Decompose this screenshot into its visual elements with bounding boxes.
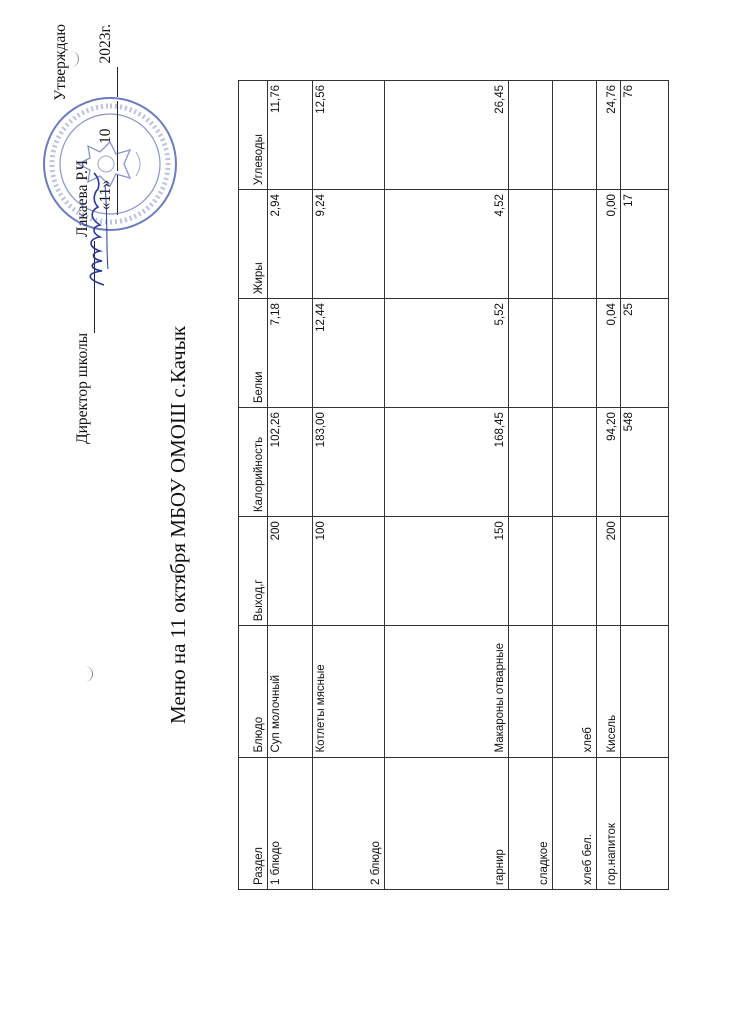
- header-cell-yield: Выход,г: [239, 517, 268, 626]
- cell-proteins: 0,04: [597, 299, 621, 408]
- cell-yield: 200: [268, 517, 313, 626]
- cell-proteins: 5,52: [385, 299, 509, 408]
- cell-proteins-total: 25: [621, 299, 669, 408]
- cell-dish: [621, 626, 669, 757]
- cell-calories: 102,26: [268, 408, 313, 517]
- cell-calories: [553, 408, 597, 517]
- date-month: 10: [95, 101, 118, 171]
- cell-calories: [509, 408, 553, 517]
- table-row: [268, 81, 313, 890]
- cell-proteins: 12,44: [313, 299, 385, 408]
- cell-yield: [553, 517, 597, 626]
- table-row: [553, 81, 597, 890]
- cell-fats: 4,52: [385, 190, 509, 299]
- cell-fats: 2,94: [268, 190, 313, 299]
- cell-section: 1 блюдо: [268, 757, 313, 889]
- table-row: [509, 81, 553, 890]
- cell-carbs: 26,45: [385, 81, 509, 190]
- table-row: [385, 81, 509, 890]
- date-day: «11»: [95, 175, 118, 215]
- cell-proteins: [553, 299, 597, 408]
- cell-dish: хлеб: [553, 626, 597, 757]
- cell-yield: [621, 517, 669, 626]
- table-row: [597, 81, 621, 890]
- cell-section: гор.напиток: [597, 757, 621, 889]
- cell-fats: 9,24: [313, 190, 385, 299]
- scan-mark: [84, 666, 93, 682]
- header-cell-dish: Блюдо: [239, 626, 268, 757]
- page-title: Меню на 11 октября МБОУ ОМОШ с.Качык: [166, 325, 190, 724]
- header-cell-fats: Жиры: [239, 190, 268, 299]
- cell-fats: [553, 190, 597, 299]
- director-signature-icon: [78, 169, 114, 289]
- header-cell-section: Раздел: [239, 757, 268, 889]
- director-label: Директор школы: [74, 332, 91, 444]
- cell-section: сладкое: [509, 757, 553, 889]
- cell-carbs-total: 76: [621, 81, 669, 190]
- cell-section: [621, 757, 669, 889]
- header-cell-calories: Калорийность: [239, 408, 268, 517]
- cell-carbs: [553, 81, 597, 190]
- cell-dish: Суп молочный: [268, 626, 313, 757]
- header-cell-proteins: Белки: [239, 299, 268, 408]
- director-name: Лакаева Р.Ч: [74, 160, 91, 237]
- cell-fats: [509, 190, 553, 299]
- cell-calories: 183,00: [313, 408, 385, 517]
- cell-dish: Котлеты мясные: [313, 626, 385, 757]
- cell-calories-total: 548: [621, 408, 669, 517]
- cell-yield: 200: [597, 517, 621, 626]
- cell-yield: 150: [385, 517, 509, 626]
- cell-dish: [509, 626, 553, 757]
- date-gap: [95, 67, 118, 97]
- cell-carbs: 12,56: [313, 81, 385, 190]
- cell-proteins: [509, 299, 553, 408]
- cell-fats: 0,00: [597, 190, 621, 299]
- cell-carbs: [509, 81, 553, 190]
- cell-section: 2 блюдо: [313, 757, 385, 889]
- cell-fats-total: 17: [621, 190, 669, 299]
- date-year: 2023г.: [97, 24, 114, 64]
- cell-section: гарнир: [385, 757, 509, 889]
- cell-dish: Макароны отварные: [385, 626, 509, 757]
- cell-carbs: 24,76: [597, 81, 621, 190]
- table-total-row: [621, 81, 669, 890]
- cell-calories: 94,20: [597, 408, 621, 517]
- table-row: [313, 81, 385, 890]
- cell-calories: 168,45: [385, 408, 509, 517]
- cell-proteins: 7,18: [268, 299, 313, 408]
- cell-section: хлеб бел.: [553, 757, 597, 889]
- cell-dish: Кисель: [597, 626, 621, 757]
- menu-table: [238, 80, 669, 890]
- cell-yield: [509, 517, 553, 626]
- cell-yield: 100: [313, 517, 385, 626]
- approve-word: Утверждаю: [52, 24, 69, 101]
- table-header-row: [239, 81, 268, 890]
- cell-carbs: 11,76: [268, 81, 313, 190]
- header-cell-carbs: Углеводы: [239, 81, 268, 190]
